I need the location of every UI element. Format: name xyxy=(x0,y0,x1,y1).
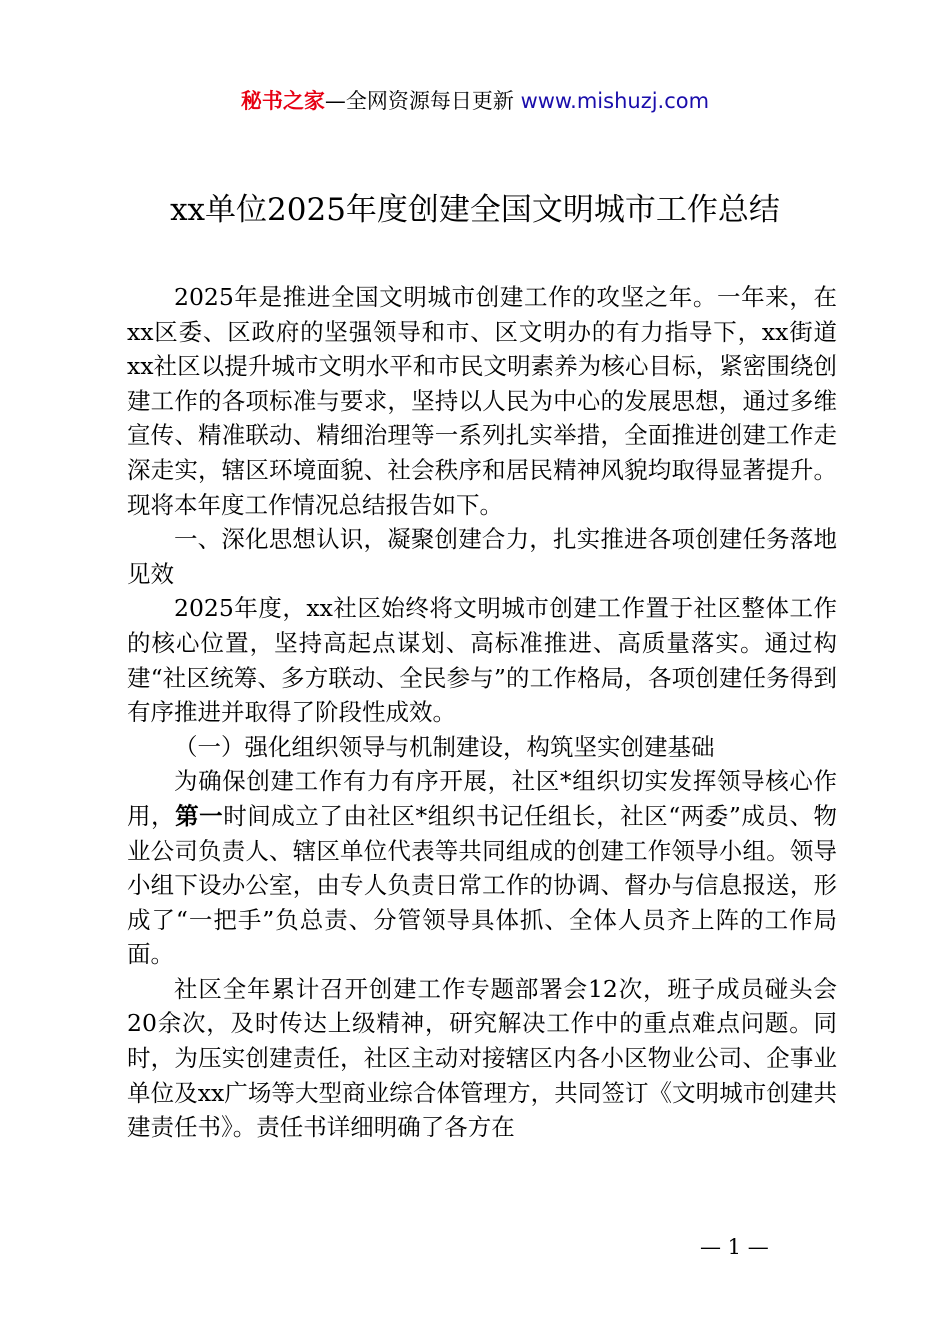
paragraph-text: 为确保创建工作有力有序开展，社区*组织切实发挥领导核心作用， xyxy=(127,767,837,830)
body-paragraph xyxy=(127,764,837,972)
section-heading-1: 一、深化思想认识，凝聚创建合力，扎实推进各项创建任务落地见效 xyxy=(127,525,837,588)
body-paragraph: 2025年度，xx社区始终将文明城市创建工作置于社区整体工作的核心位置，坚持高起点谋划、高标准推进、高质量落实。通过构建“社区统筹、多方联动、全民参与”的工作格局，各项创建任务得到有序推进并取得了阶段性成效。 xyxy=(127,594,837,727)
subsection-heading-1: （一）强化组织领导与机制建设，构筑坚实创建基础 xyxy=(174,732,715,761)
paragraph-text: 时间成立了由社区*组织书记任组长，社区“两委”成员、物业公司负责人、辖区单位代表等共同组成的创建工作领导小组。领导小组下设办公室，由专人负责日常工作的协调、督办与信息报送，形成了“一把手”负总责、分管领导具体抓、全体人员齐上阵的工作局面。 xyxy=(127,801,838,969)
body-paragraph: 社区全年累计召开创建工作专题部署会12次，班子成员碰头会20余次，及时传达上级精神，研究解决工作中的重点难点问题。同时，为压实创建责任，社区主动对接辖区内各小区物业公司、企事业单位及xx广场等大型商业综合体管理方，共同签订《文明城市创建共建责任书》。责任书详细明确了各方在 xyxy=(127,974,837,1142)
header-dash: — xyxy=(324,89,346,113)
site-url-link[interactable]: www.mishuzj.com xyxy=(520,89,710,113)
site-brand: 秘书之家 xyxy=(240,89,325,113)
document-title: xx单位2025年度创建全国文明城市工作总结 xyxy=(170,192,780,228)
bold-emphasis: 第一 xyxy=(175,801,224,830)
intro-paragraph: 2025年是推进全国文明城市创建工作的攻坚之年。一年来，在xx区委、区政府的坚强领导和市、区文明办的有力指导下，xx街道xx社区以提升城市文明水平和市民文明素养为核心目标，紧密围绕创建工作的各项标准与要求，坚持以人民为中心的发展思想，通过多维宣传、精准联动、精细治理等一系列扎实举措，全面推进创建工作走深走实，辖区环境面貌、社会秩序和居民精神风貌均取得显著提升。现将本年度工作情况总结报告如下。 xyxy=(127,283,837,519)
page-number: — 1 — xyxy=(700,1235,769,1259)
document-body xyxy=(127,280,837,1145)
header-slogan: 全网资源每日更新 xyxy=(345,89,514,113)
site-header xyxy=(0,86,950,116)
